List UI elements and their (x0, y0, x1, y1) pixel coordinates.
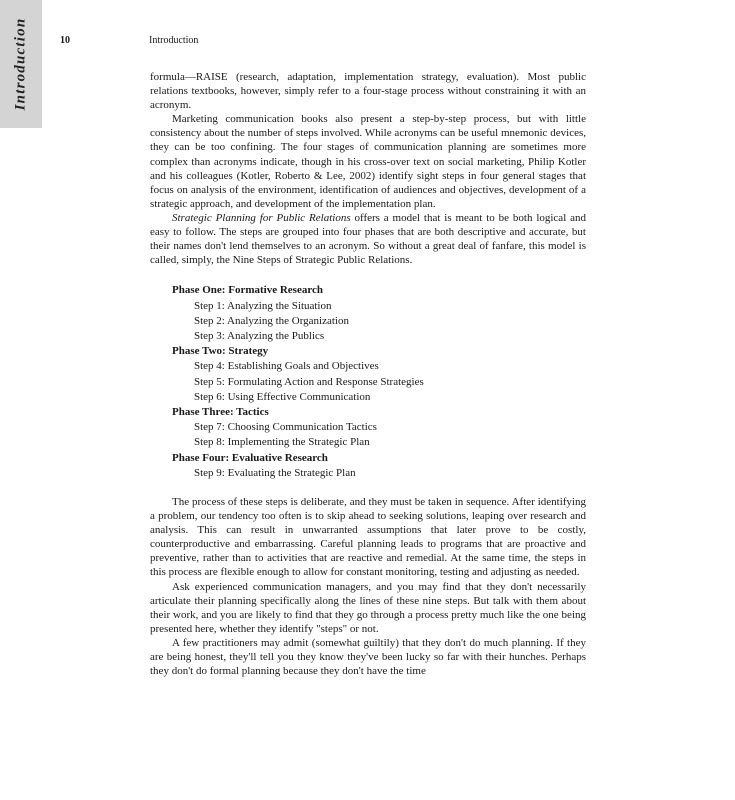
paragraph-text: offers a model that is meant to be both logical and easy to follow. The steps are grouped into four phases that are both descriptive and accurate, but their names don't lend themselves to an acronym. So without a great deal of fanfare, this model is called, simply, the Nine Steps of Strategic Public Relations. (150, 211, 586, 267)
step-item: Step 3: Analyzing the Publics (194, 329, 325, 342)
side-tab-label: Introduction (12, 17, 29, 111)
paragraph: Marketing communication books also present a step-by-step process, but with little consistency about the number of steps involved. While acronyms can be useful mnemonic devices, they can be too confining. The four stages of communication planning are sometimes more complex than acronyms indicate, though in his cross-over text on social marketing, Philip Kotler and his colleagues (Kotler, Roberto & Lee, 2002) identify sight steps in four general stages that focus on analysis of the environment, identification of audiences and objectives, development of a strategic approach, and development of the implementation plan. (150, 113, 586, 210)
phase-heading: Phase Two: Strategy (172, 345, 269, 358)
phase-heading: Phase Three: Tactics (172, 405, 269, 418)
nine-steps-list (172, 283, 586, 481)
step-item: Step 6: Using Effective Communication (194, 390, 371, 403)
paragraph (150, 211, 586, 267)
chapter-side-tab (0, 0, 42, 128)
page-number: 10 (60, 35, 70, 46)
step-item: Step 7: Choosing Communication Tactics (194, 421, 377, 434)
step-item: Step 9: Evaluating the Strategic Plan (194, 466, 356, 479)
paragraph: Ask experienced communication managers, and you may find that they don't necessarily articulate their planning specifically along the lines of these nine steps. But talk with them about their work, and you are likely to find that they go through a process pretty much like the one being presented here, whether they identify "steps" or not. (150, 580, 586, 635)
phase-heading: Phase One: Formative Research (172, 284, 324, 297)
step-item: Step 8: Implementing the Strategic Plan (194, 436, 370, 449)
running-head: Introduction (149, 35, 199, 46)
phase-heading: Phase Four: Evaluative Research (172, 451, 328, 464)
step-item: Step 2: Analyzing the Organization (194, 314, 349, 327)
book-title: Strategic Planning for Public Relations (172, 211, 351, 224)
paragraph: formula—RAISE (research, adaptation, implementation strategy, evaluation). Most public relations textbooks, however, simply refer to a four-stage process without constraining it with an acronym. (150, 71, 586, 112)
step-item: Step 1: Analyzing the Situation (194, 299, 332, 312)
step-item: Step 5: Formulating Action and Response Strategies (194, 375, 424, 388)
body-text (150, 70, 586, 678)
step-item: Step 4: Establishing Goals and Objectives (194, 360, 379, 373)
paragraph: The process of these steps is deliberate, and they must be taken in sequence. After identifying a problem, our tendency too often is to skip ahead to seeking solutions, leaping over research and analysis. This can result in unwarranted assumptions that later prove to be costly, counterproductive and embarrassing. Careful planning leads to programs that are proactive and preventive, rather than to activities that are reactive and remedial. At the same time, the steps in this process are flexible enough to allow for constant monitoring, testing and adjusting as needed. (150, 495, 586, 579)
paragraph: A few practitioners may admit (somewhat guiltily) that they don't do much planning. If they are being honest, they'll tell you they know they've been lucky so far with their hunches. Perhaps they don't do formal planning because they don't have the time (150, 636, 586, 678)
